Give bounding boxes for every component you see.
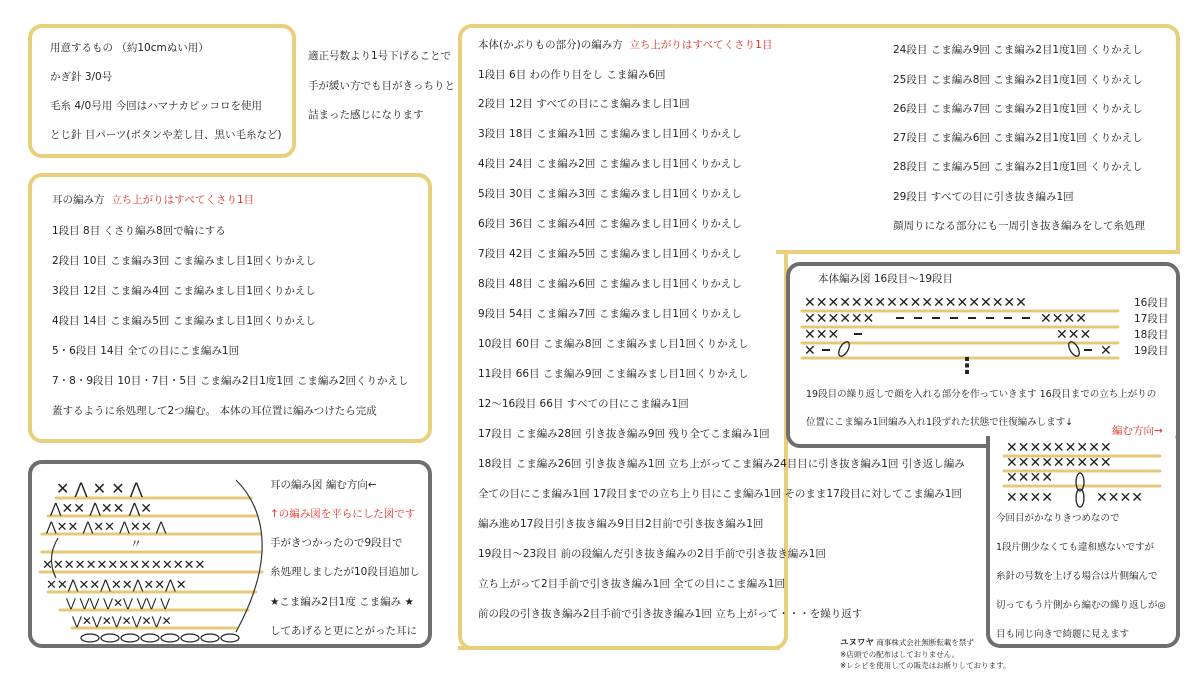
direction-note: 今回目がかなりきつめなので [996,513,1120,524]
direction-note: 1段片側少なくても違和感ないですが [996,542,1155,553]
ear-chart-red-note: ↑の編み図を平らにした図です [270,508,416,520]
svg-text:✕✕✕✕✕✕: ✕✕✕✕✕✕ [804,311,875,327]
svg-text:✕: ✕ [1100,343,1112,359]
body-title-text: 本体(かぶりもの部分)の編み方 [478,39,623,51]
ear-chart-note: 手がきつかったので9段目で [270,537,403,549]
ear-chart-title: 耳の編み図 編む方向← [270,479,377,491]
body-row: 17段目 こま編み28回 引き抜き編み9回 残り全てこま編み1回 [478,428,770,440]
svg-text:✕✕✕✕✕✕✕✕✕: ✕✕✕✕✕✕✕✕✕ [1006,455,1112,471]
body-row: 全ての目にこま編み1回 17段目までの立ち上り目にこま編み1回 そのまま17段目に対してこま編み1回 [478,488,962,500]
ear-chart-note: 糸処理しましたが10段目追加し [270,566,420,578]
body-row: 5段目 30目 こま編み3回 こま編みまし目1回くりかえし [478,188,742,200]
body-row: 立ち上がって2目手前で引き抜き編み1回 全ての目にこま編み1回 [478,578,785,590]
footer-brand: ユヌワヤ [840,638,875,648]
svg-text:✕✕✕: ✕✕✕ [804,327,840,343]
svg-text:✕✕✕✕✕✕✕✕✕✕✕✕✕✕✕: ✕✕✕✕✕✕✕✕✕✕✕✕✕✕✕ [42,558,206,573]
direction-note: 糸針の号数を上げる場合は片側編んで [996,571,1158,582]
ear-title-red: 立ち上がりはすべてくさり1目 [111,194,255,206]
svg-text:✕ ⋀ ✕ ✕ ⋀: ✕ ⋀ ✕ ✕ ⋀ [56,479,143,498]
hook-note: 詰まった感じになります [308,109,424,121]
ear-row: 7・8・9段目 10目・7目・5目 こま編み2目1度1回 こま編み2回くりかえし [52,375,409,387]
ear-instructions-box [28,173,432,443]
body-row: 1段目 6目 わの作り目をし こま編み6回 [478,69,666,81]
direction-note: 切ってもう片側から編むの繰り返しが◎ [996,600,1166,611]
svg-text:〃: 〃 [130,537,143,551]
ear-row: 蓋するように糸処理して2つ編む。 本体の耳位置に編みつけたら完成 [52,405,377,417]
body-chart-dots: ⋮ [956,354,978,379]
body-row-right: 25段目 こま編み8回 こま編み2目1度1回 くりかえし [893,74,1143,86]
body-row: 7段目 42目 こま編み5回 こま編みまし目1回くりかえし [478,248,742,260]
body-row-right: 29段目 すべての目に引き抜き編み1回 [893,191,1074,203]
ear-row: 2段目 10目 こま編み3回 こま編みまし目1回くりかえし [52,255,316,267]
svg-text:✕: ✕ [804,343,816,359]
body-row: 8段目 48目 こま編み6回 こま編みまし目1回くりかえし [478,278,742,290]
body-chart-title: 本体編み図 16段目～19段目 [818,273,954,285]
footer-note: ※レシピを使用しての販売はお断りしております。 [840,661,1011,670]
ear-row: 1段目 8目 くさり編み8回で輪にする [52,225,226,237]
body-row: 18段目 こま編み26回 引き抜き編み1回 立ち上がってこま編み24目目に引き抜き編み1回 引き返し編み [478,458,965,470]
body-box-notch-top [776,250,1180,254]
body-row-right: 24段目 こま編み9回 こま編み2目1度1回 くりかえし [893,44,1143,56]
body-chart-row-label: 16段目 [1134,297,1169,309]
direction-label: 編む方向→ [1112,425,1163,437]
ear-title [52,193,254,207]
ear-chart-note: してあげると更にとがった耳に [270,625,417,637]
body-row: 3段目 18目 こま編み1回 こま編みまし目1回くりかえし [478,128,742,140]
body-row-right: 26段目 こま編み7回 こま編み2目1度1回 くりかえし [893,103,1143,115]
body-chart-note: 位置にこま編み1回編み入れ1段ずれた状態で往復編みします↓ [806,417,1074,428]
body-title [478,38,772,52]
body-row: 2段目 12目 すべての目にこま編みまし目1回 [478,98,690,110]
svg-text:⋁✕⋁✕⋁✕⋁✕⋁✕: ⋁✕⋁✕⋁✕⋁✕⋁✕ [72,614,172,628]
svg-text:✕✕✕✕: ✕✕✕✕ [1040,311,1087,327]
body-row: 6段目 36目 こま編み4回 こま編みまし目1回くりかえし [478,218,742,230]
body-row-right: 27段目 こま編み6回 こま編み2目1度1回 くりかえし [893,132,1143,144]
materials-line: 用意するもの （約10cmぬい用） [50,42,209,54]
body-row: 9段目 54目 こま編み7回 こま編みまし目1回くりかえし [478,308,742,320]
body-chart-row-label: 18段目 [1134,329,1169,341]
body-chart-row-label: 19段目 [1134,345,1169,357]
direction-note: 目も同じ向きで綺麗に見えます [996,629,1130,640]
body-row: 19段目～23段目 前の段編んだ引き抜き編みの2目手前で引き抜き編み1回 [478,548,826,560]
svg-text:✕✕⋀✕✕⋀✕✕⋀✕✕⋀✕: ✕✕⋀✕✕⋀✕✕⋀✕✕⋀✕ [46,578,187,593]
svg-text:✕✕✕✕✕✕✕✕✕: ✕✕✕✕✕✕✕✕✕ [1006,440,1112,456]
ear-chart-note: ★こま編み2目1度 こま編み ★ [270,596,414,608]
svg-text:⋀✕✕ ⋀✕✕ ⋀✕✕ ⋀: ⋀✕✕ ⋀✕✕ ⋀✕✕ ⋀ [46,520,167,535]
direction-stitch-diagram [1000,436,1170,508]
ear-row: 3段目 12目 こま編み4回 こま編みまし目1回くりかえし [52,285,316,297]
footer-copyright: 商事株式会社無断転載を禁ず [876,638,974,647]
ear-chart-box [28,460,432,648]
ear-row: 5・6段目 14目 全ての目にこま編み1回 [52,345,240,357]
materials-line: かぎ針 3/0号 [50,71,113,83]
body-row-right: 28段目 こま編み5回 こま編み2目1度1回 くりかえし [893,161,1143,173]
body-chart-box [786,262,1180,448]
svg-text:⋀✕✕ ⋀✕✕ ⋀✕: ⋀✕✕ ⋀✕✕ ⋀✕ [50,501,153,517]
materials-line: 毛糸 4/0号用 今回はハマナカピッコロを使用 [50,100,262,112]
footer-note: ※店頭での配布はしておりません。 [840,650,960,659]
svg-text:✕✕✕✕: ✕✕✕✕ [1006,470,1053,486]
materials-box [28,24,296,158]
svg-text:⋁ ⋁⋁ ⋁✕⋁ ⋁⋁ ⋁: ⋁ ⋁⋁ ⋁✕⋁ ⋁⋁ ⋁ [66,596,171,610]
body-row: 編み進め17段目引き抜き編み9目目2目前で引き抜き編み1回 [478,518,764,530]
svg-text:✕✕✕: ✕✕✕ [1056,327,1092,343]
body-chart-row-label: 17段目 [1134,313,1169,325]
body-row: 前の段の引き抜き編み2目手前で引き抜き編み1回 立ち上がって・・・を繰り返す [478,608,863,620]
ear-title-text: 耳の編み方 [52,194,105,206]
ear-stitch-diagram [36,468,266,644]
materials-line: とじ針 目パーツ(ボタンや差し目、黒い毛糸など) [50,129,282,141]
svg-text:✕✕✕✕: ✕✕✕✕ [1006,490,1053,506]
body-chart-note: 19段目の繰り返しで顔を入れる部分を作っていきます 16段目までの立ち上がりの [806,389,1157,400]
body-title-red: 立ち上がりはすべてくさり1目 [629,39,773,51]
hook-note: 手が緩い方でも目がきっちりと [308,80,455,92]
body-row: 10段目 60目 こま編み8回 こま編みまし目1回くりかえし [478,338,749,350]
body-row-right: 顔周りになる部分にも一周引き抜き編みをして糸処理 [893,220,1145,232]
body-row: 12～16段目 66目 すべての目にこま編み1回 [478,398,689,410]
hook-note: 適正号数より1号下げることで [308,50,452,62]
svg-text:✕✕✕✕: ✕✕✕✕ [1096,490,1143,506]
body-row: 11段目 66目 こま編み9回 こま編みまし目1回くりかえし [478,368,749,380]
body-row: 4段目 24目 こま編み2回 こま編みまし目1回くりかえし [478,158,742,170]
ear-row: 4段目 14目 こま編み5回 こま編みまし目1回くりかえし [52,315,316,327]
svg-text:✕✕✕✕✕✕✕✕✕✕✕✕✕✕✕✕✕✕✕: ✕✕✕✕✕✕✕✕✕✕✕✕✕✕✕✕✕✕✕ [804,295,1027,311]
